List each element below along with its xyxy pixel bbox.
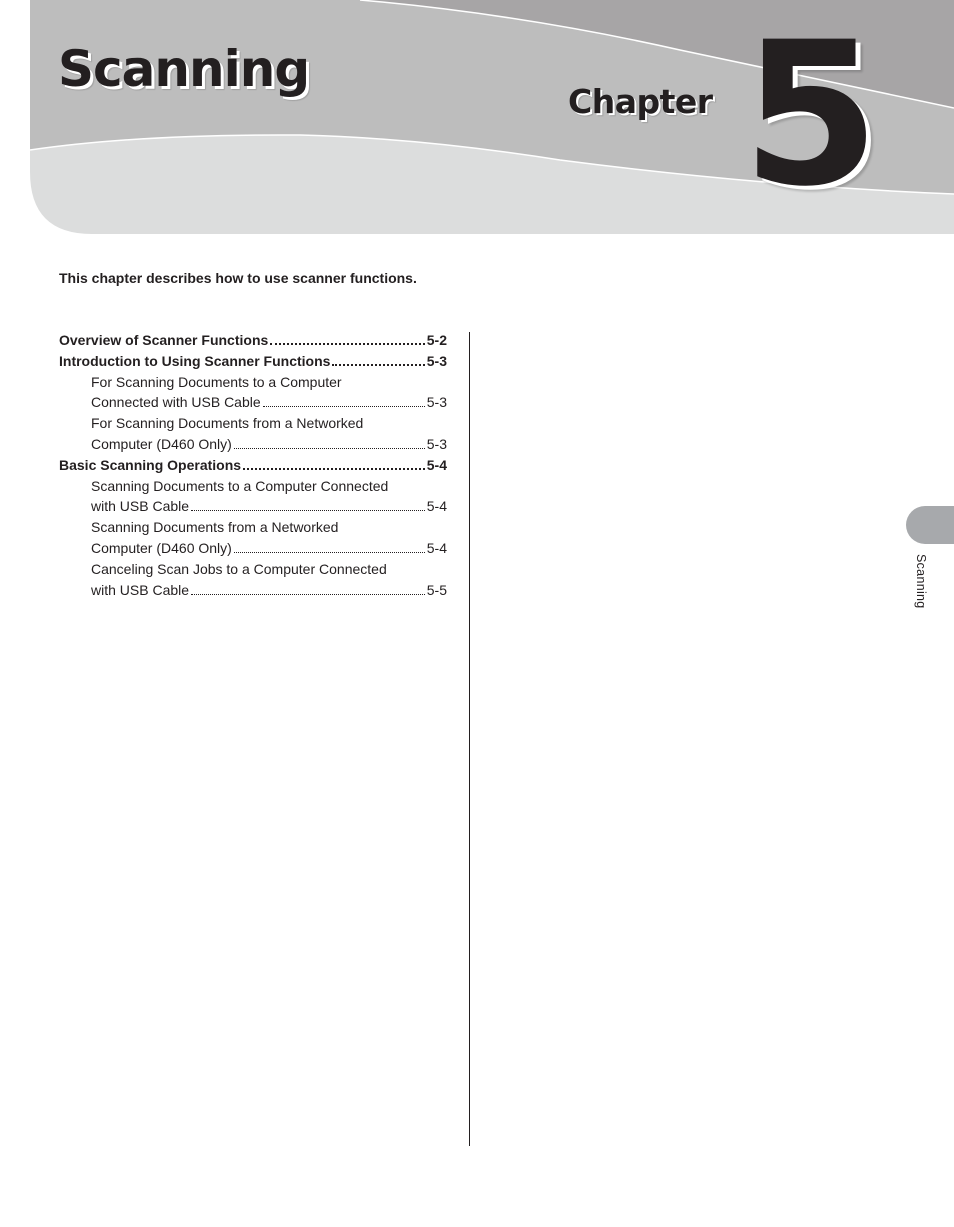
table-of-contents [59, 330, 447, 600]
toc-page-number: 5-3 [426, 435, 447, 452]
chapter-thumb-label: Scanning [914, 554, 928, 609]
toc-dot-leader [332, 363, 424, 366]
toc-subentry[interactable] [59, 413, 447, 455]
toc-subentry-title: Canceling Scan Jobs to a Computer Connected [91, 560, 387, 577]
chapter-thumb-tab[interactable] [906, 506, 954, 544]
toc-subentry-title-cont: Computer (D460 Only) [91, 539, 232, 556]
toc-page-number: 5-3 [426, 352, 447, 369]
toc-subentry-title: Scanning Documents from a Networked [91, 519, 339, 536]
toc-dot-leader [191, 509, 425, 511]
page-title: Scanning [58, 40, 310, 98]
toc-dot-leader [243, 467, 425, 470]
toc-entry[interactable] [59, 455, 447, 476]
toc-page-number: 5-4 [426, 539, 447, 556]
toc-subentry[interactable] [59, 559, 447, 601]
toc-page-number: 5-2 [426, 332, 447, 348]
chapter-intro: This chapter describes how to use scanner functions. [59, 270, 417, 286]
toc-page-number: 5-4 [426, 456, 447, 473]
toc-subentry-title: For Scanning Documents from a Networked [91, 415, 364, 432]
toc-dot-leader [191, 593, 425, 595]
toc-entry[interactable] [59, 330, 447, 351]
toc-dot-leader [270, 342, 424, 345]
toc-entry-title: Overview of Scanner Functions [59, 332, 269, 348]
toc-entry-title: Introduction to Using Scanner Functions [59, 352, 331, 369]
toc-dot-leader [234, 447, 425, 449]
chapter-number: 5 [742, 0, 874, 230]
toc-subentry-title-cont: with USB Cable [91, 498, 190, 515]
toc-subentry[interactable] [59, 476, 447, 518]
toc-subentry[interactable] [59, 372, 447, 414]
chapter-label: Chapter [568, 82, 713, 121]
toc-subentry-title-cont: Connected with USB Cable [91, 394, 261, 411]
toc-dot-leader [263, 405, 425, 407]
toc-subentry[interactable] [59, 517, 447, 559]
toc-dot-leader [234, 551, 425, 553]
toc-subentry-title-cont: with USB Cable [91, 581, 190, 598]
column-divider [469, 332, 470, 1146]
toc-page-number: 5-4 [426, 498, 447, 515]
toc-page-number: 5-3 [426, 394, 447, 411]
toc-entry[interactable] [59, 351, 447, 372]
toc-subentry-title: Scanning Documents to a Computer Connected [91, 477, 389, 494]
toc-page-number: 5-5 [426, 581, 447, 598]
toc-entry-title: Basic Scanning Operations [59, 456, 242, 473]
toc-subentry-title: For Scanning Documents to a Computer [91, 373, 342, 390]
toc-subentry-title-cont: Computer (D460 Only) [91, 435, 232, 452]
